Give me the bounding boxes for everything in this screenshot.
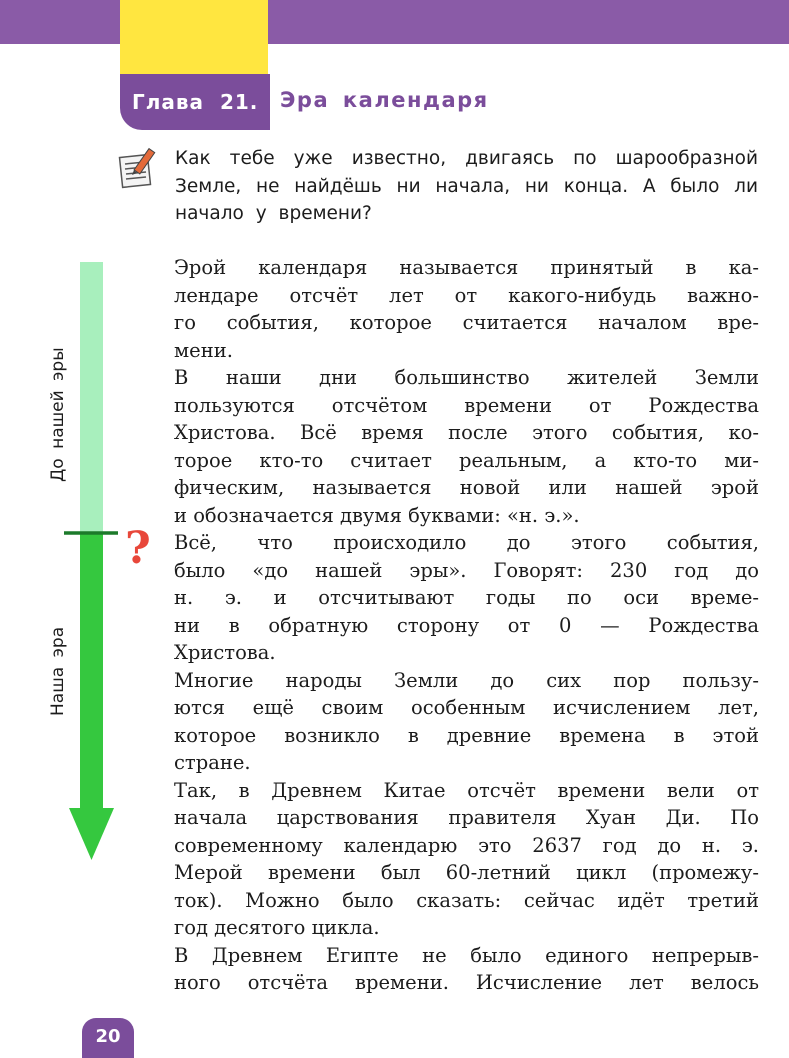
- body-line: мени.: [174, 338, 233, 362]
- body-line: было «до нашей эры». Говорят: 230 год до: [174, 558, 759, 582]
- body-line: пользуются отсчётом времени от Рождества: [174, 393, 759, 417]
- chapter-body: [174, 254, 759, 997]
- body-line: современному календарю это 2637 год до н. э.: [174, 833, 759, 857]
- yellow-accent-block: [120, 0, 268, 74]
- body-line: ток). Можно было сказать: сейчас идёт третий: [174, 888, 759, 912]
- body-line: Многие народы Земли до сих пор пользу-: [174, 668, 759, 692]
- chapter-label: Глава 21.: [120, 74, 270, 130]
- intro-question: [175, 145, 758, 228]
- body-line: Мерой времени был 60-летний цикл (промежу-: [174, 861, 759, 884]
- body-line: год десятого цикла.: [174, 916, 380, 939]
- body-line: Так, в Древнем Китае отсчёт времени вели от: [174, 778, 759, 802]
- body-line: и обозначается двумя буквами: «н. э.».: [174, 503, 580, 527]
- top-color-band: [0, 0, 789, 44]
- body-line: В Древнем Египте не было единого непрерыв-: [174, 943, 759, 967]
- ad-era-label: Наша эра: [48, 626, 68, 716]
- body-line: Всё, что происходило до этого события,: [174, 531, 759, 554]
- body-line: Христова. Всё время после этого события, ко-: [174, 421, 759, 444]
- body-line: ного отсчёта времени. Исчисление лет велось: [174, 971, 759, 994]
- timeline-arrowhead: [69, 808, 114, 860]
- body-line: Христова.: [174, 641, 276, 664]
- body-line: стране.: [174, 751, 251, 774]
- intro-line: Как тебе уже известно, двигаясь по шарообразной: [175, 148, 758, 169]
- notebook-pencil-icon: [117, 146, 159, 190]
- body-line: В наши дни большинство жителей Земли: [174, 366, 759, 389]
- body-line: го события, которое считается началом вре-: [174, 311, 759, 334]
- body-line: фическим, называется новой или нашей эрой: [174, 476, 759, 499]
- page-number: 20: [82, 1018, 134, 1058]
- bc-era-label: До нашей эры: [48, 347, 68, 482]
- ad-era-bar: [80, 532, 103, 810]
- era-boundary-question-icon: ?: [125, 523, 151, 574]
- bc-era-bar: [80, 262, 103, 532]
- body-line: ются ещё своим особенным исчислением лет,: [174, 696, 759, 719]
- body-line: начала царствования правителя Хуан Ди. По: [174, 806, 759, 829]
- intro-line: начало у времени?: [175, 203, 372, 224]
- body-line: Эрой календаря называется принятый в ка-: [174, 256, 759, 279]
- intro-line: Земле, не найдёшь ни начала, ни конца. А было ли: [175, 175, 758, 197]
- body-line: ни в обратную сторону от 0 — Рождества: [174, 613, 759, 637]
- body-line: н. э. и отсчитывают годы по оси време-: [174, 586, 759, 609]
- body-line: которое возникло в древние времена в этой: [174, 723, 759, 747]
- body-line: лендаре отсчёт лет от какого-нибудь важно-: [174, 283, 759, 307]
- chapter-title: Эра календаря: [280, 88, 489, 112]
- body-line: торое кто-то считает реальным, а кто-то ми-: [174, 448, 759, 472]
- era-timeline: [60, 260, 160, 870]
